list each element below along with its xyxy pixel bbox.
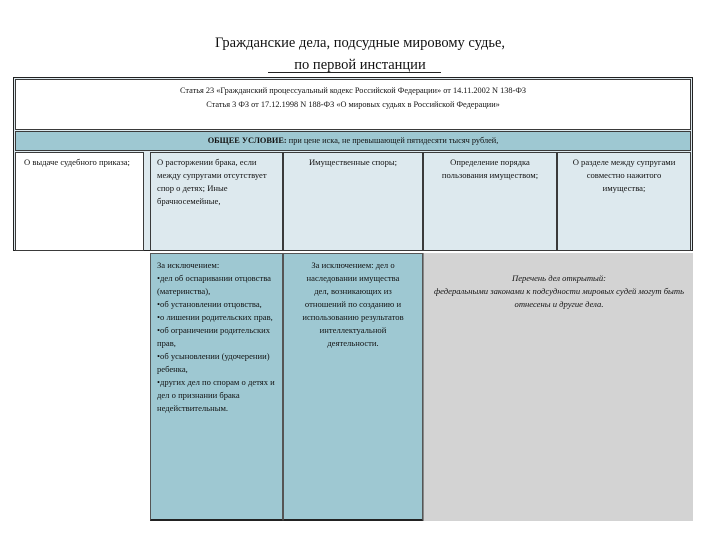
column-property-disputes-text: Имущественные споры; <box>308 157 398 167</box>
column-property-use-text: Определение порядка пользования имуществом; <box>441 157 539 180</box>
page-title: Гражданские дела, подсудные мировому судье, <box>214 35 506 51</box>
family-exceptions-heading: За исключением: <box>157 260 220 270</box>
list-item: •дел об оспаривании отцовства (материнства), <box>157 273 271 296</box>
page-subtitle: по первой инстанции <box>294 57 426 73</box>
legal-basis-line-1: Статья 23 «Гражданский процессуальный кодекс Российской Федерации» от 14.11.2002 N 138-ФЗ <box>179 86 527 95</box>
column-divorce-text: О расторжении брака, если между супругами отсутствует спор о детях; Иные брачносемейные, <box>157 157 267 206</box>
legal-basis-line-2: Статья 3 ФЗ от 17.12.1998 N 188-ФЗ «О мировых судьях в Российской Федерации» <box>206 100 500 109</box>
column-court-order <box>15 152 144 251</box>
title-underline <box>268 72 441 73</box>
list-item: •других дел по спорам о детях и дел о признании брака недействительным. <box>157 377 275 413</box>
column-divorce <box>150 152 283 251</box>
column-property-use <box>423 152 557 251</box>
list-item: •об установлении отцовства, <box>157 299 262 309</box>
property-exceptions-text: За исключением: дел о наследовании имущества дел, возникающих из отношений по созданию и использованию результатов интеллектуальной деятельности. <box>302 260 404 348</box>
column-court-order-text: О выдаче судебного приказа; <box>24 157 130 167</box>
list-item: •об усыновлении (удочерении) ребенка, <box>157 351 270 374</box>
legal-basis-box <box>15 79 691 130</box>
family-exceptions-box <box>150 253 283 521</box>
general-condition-label: ОБЩЕЕ УСЛОВИЕ: <box>207 136 287 145</box>
list-item: •об ограничении родительских прав, <box>157 325 271 348</box>
property-exceptions-box <box>283 253 423 521</box>
open-list-heading: Перечень дел открытый: <box>511 273 607 283</box>
column-property-division-text: О разделе между супругами совместно нажитого имущества; <box>572 157 676 193</box>
column-property-division <box>557 152 691 251</box>
open-list-note <box>432 272 686 311</box>
open-list-text: федеральными законами к подсудности мировых судей могут быть отнесены и другие дела. <box>434 286 684 309</box>
general-condition-bar <box>15 131 691 151</box>
list-item: •о лишении родительских прав, <box>157 312 273 322</box>
general-condition-text: при цене иска, не превышающей пятидесяти тысяч рублей, <box>286 136 499 145</box>
column-property-disputes <box>283 152 423 251</box>
